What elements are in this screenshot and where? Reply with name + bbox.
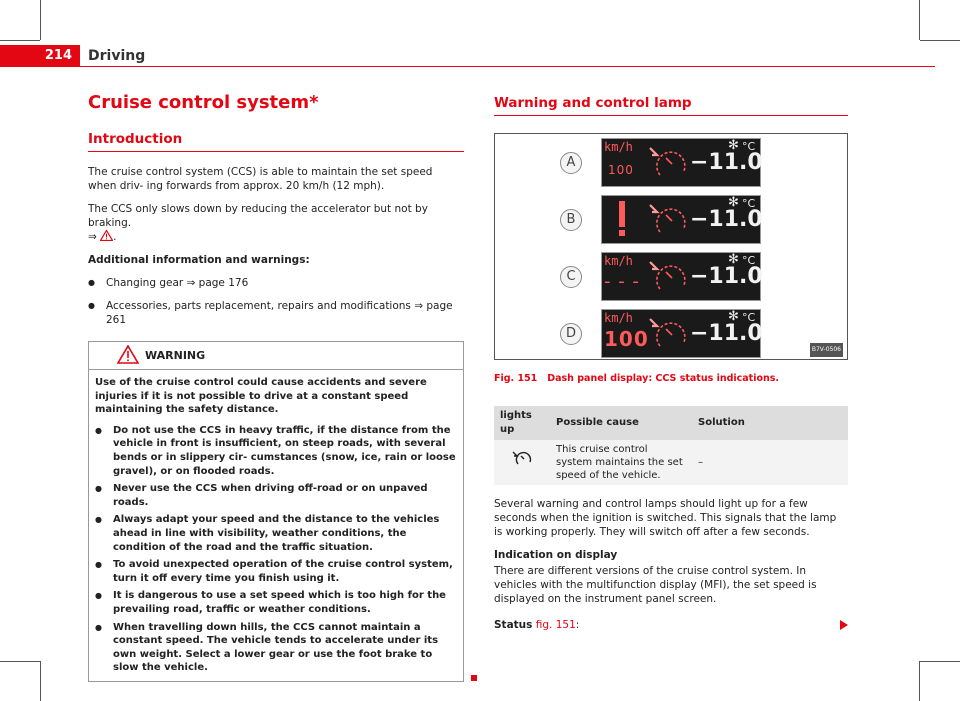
temp-unit: °C — [742, 311, 756, 324]
section-heading: Driving — [88, 48, 146, 64]
table-header: Possible cause — [550, 406, 692, 440]
lamp-table — [494, 406, 848, 485]
snowflake-icon: ✻ — [728, 195, 739, 210]
display-row — [495, 309, 849, 357]
row-letter: D — [560, 323, 582, 345]
crop-mark — [40, 661, 41, 701]
braking-text: The CCS only slows down by reducing the accelerator but not by braking. — [88, 203, 428, 229]
indication-heading: Indication on display — [494, 549, 618, 561]
table-header-row — [494, 406, 848, 440]
snowflake-icon: ✻ — [728, 309, 739, 324]
cause-cell: This cruise control system maintains the set speed of the vehicle. — [550, 440, 692, 485]
list-item[interactable]: ● Changing gear ⇒ page 176 — [88, 276, 464, 290]
right-column — [494, 96, 848, 641]
indication-paragraph: There are different versions of the cruise control system. In vehicles with the multifunction display (MFI), the set speed is displayed on the instrument panel screen. — [494, 565, 817, 605]
crop-mark — [919, 661, 920, 701]
table-row — [494, 440, 848, 485]
page-title: Cruise control system* — [88, 92, 319, 113]
warning-item: ● Always adapt your speed and the distance to the vehicles ahead in line with visibility, weather conditions, the condition of the road and the traffic situation. — [95, 513, 457, 554]
crop-mark — [0, 40, 40, 41]
continue-arrow-icon — [840, 620, 848, 630]
cruise-control-icon — [648, 316, 688, 350]
heading-rule — [88, 151, 464, 152]
status-label: Status — [494, 619, 533, 631]
lcd-screen — [601, 309, 761, 358]
period: . — [113, 231, 117, 243]
warning-item: ● It is dangerous to use a set speed which is too high for the prevailing road, traffic or weather conditions. — [95, 589, 457, 616]
crop-mark — [919, 0, 920, 40]
solution-cell: – — [692, 440, 848, 485]
figure-number: Fig. 151 — [494, 373, 538, 384]
warning-item: ● Never use the CCS when driving off-road or on unpaved roads. — [95, 482, 457, 509]
row-letter: B — [560, 209, 582, 231]
outside-temp: −11.0 — [690, 207, 763, 232]
display-row — [495, 195, 849, 243]
set-speed: 100 — [608, 163, 634, 177]
speed-unit: km/h — [604, 254, 633, 268]
end-of-section-mark — [471, 675, 477, 681]
intro-paragraph: The cruise control system (CCS) is able to maintain the set speed when driv- ing forwards from approx. 20 km/h (12 mph). — [88, 166, 433, 192]
snowflake-icon: ✻ — [728, 252, 739, 267]
outside-temp: −11.0 — [690, 321, 763, 346]
figure-code: B7V-0506 — [810, 343, 843, 357]
cruise-control-icon — [648, 202, 688, 236]
speed-unit: km/h — [604, 140, 633, 154]
table-header: Solution — [692, 406, 848, 440]
warning-item: ● When travelling down hills, the CCS cannot maintain a constant speed. The vehicle tends to accelerate under its own weight. Select a lower gear or use the foot brake to slow the vehicle. — [95, 621, 457, 675]
temp-unit: °C — [742, 254, 756, 267]
lamp-cell — [494, 440, 550, 485]
table-header: lights up — [494, 406, 550, 440]
figure-caption-text: Dash panel display: CCS status indications. — [547, 373, 780, 384]
crop-mark — [920, 40, 960, 41]
dash-display-figure — [494, 133, 848, 360]
set-speed: - - - — [604, 271, 640, 292]
braking-paragraph — [88, 202, 464, 244]
exclamation-icon — [619, 201, 625, 227]
lcd-screen — [601, 252, 761, 301]
exclamation-dot — [619, 230, 625, 236]
temp-unit: °C — [742, 140, 756, 153]
page-number: 214 — [0, 45, 80, 67]
left-column — [88, 92, 464, 682]
lcd-screen — [601, 195, 761, 244]
row-letter: C — [560, 266, 582, 288]
display-row — [495, 252, 849, 300]
additional-info-label: Additional information and warnings: — [88, 254, 310, 266]
speed-unit: km/h — [604, 311, 633, 325]
warning-title: WARNING — [145, 349, 206, 362]
heading-rule — [494, 115, 848, 116]
crop-mark — [40, 0, 41, 40]
figure-caption — [494, 372, 848, 386]
ref-arrow: ⇒ — [88, 231, 97, 243]
warning-intro: Use of the cruise control could cause accidents and severe injuries if it is not possible to drive at a constant speed maintaining the safety distance. — [95, 377, 427, 416]
outside-temp: −11.0 — [690, 150, 763, 175]
warning-item: ● To avoid unexpected operation of the cruise control system, turn it off every time you finish using it. — [95, 558, 457, 585]
warning-box — [88, 341, 464, 682]
cruise-control-icon — [648, 259, 688, 293]
lamp-paragraph: Several warning and control lamps should light up for a few seconds when the ignition is switched. This signals that the lamp is working properly. They will switch off after a few seconds. — [494, 498, 837, 538]
set-speed: 100 — [604, 327, 649, 351]
warning-item: ● Do not use the CCS in heavy traffic, if the distance from the vehicle in front is insufficient, on steep roads, with several bends or in slippery cir- cumstances (snow, ice, rain or loose gravel), or on flooded roads. — [95, 424, 457, 478]
cruise-control-icon — [648, 145, 688, 179]
section-title: Warning and control lamp — [494, 95, 692, 111]
cruise-control-icon — [512, 450, 532, 466]
snowflake-icon: ✻ — [728, 138, 739, 153]
crop-mark — [920, 661, 960, 662]
outside-temp: −11.0 — [690, 264, 763, 289]
display-row — [495, 138, 849, 186]
temp-unit: °C — [742, 197, 756, 210]
warning-triangle-icon[interactable] — [100, 230, 113, 241]
crop-mark — [0, 661, 40, 662]
status-colon: : — [575, 619, 580, 631]
header-rule — [80, 66, 935, 67]
lcd-screen — [601, 138, 761, 187]
warning-header — [89, 342, 463, 370]
list-item[interactable]: ● Accessories, parts replacement, repairs and modifications ⇒ page 261 — [88, 299, 464, 327]
row-letter: A — [560, 152, 582, 174]
status-figure-link[interactable]: fig. 151 — [535, 619, 576, 631]
warning-triangle-icon — [117, 345, 139, 364]
introduction-heading: Introduction — [88, 131, 183, 147]
warning-body — [89, 370, 463, 681]
status-line — [494, 618, 848, 632]
